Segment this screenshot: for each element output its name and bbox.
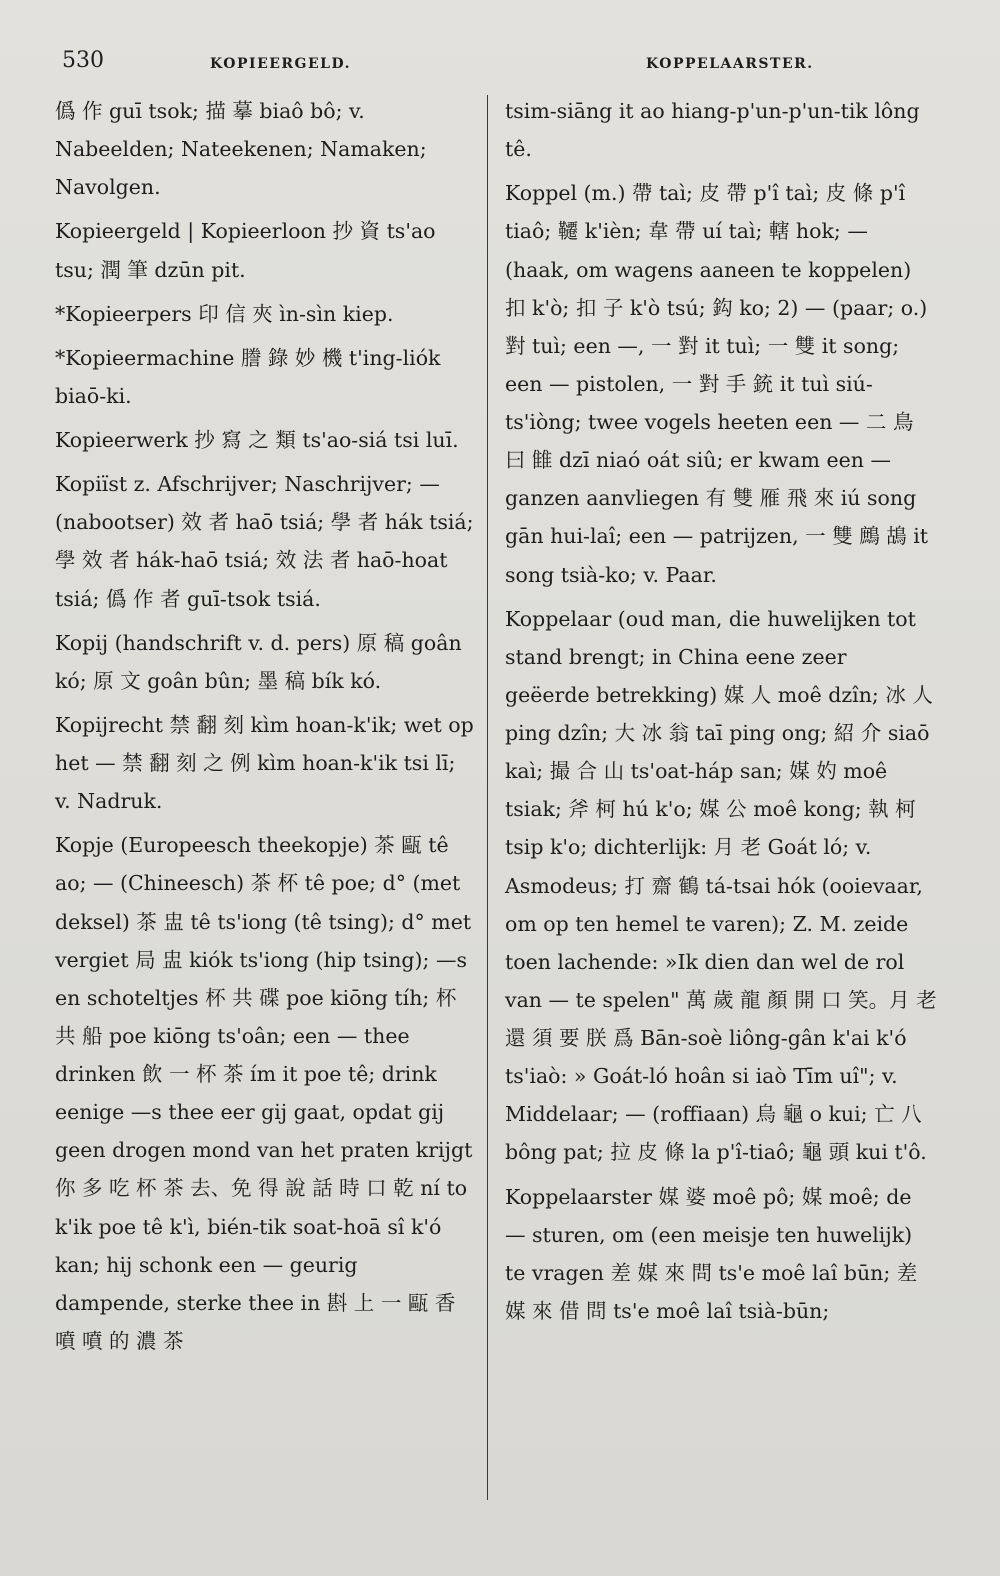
entry-kopijrecht: Kopijrecht 禁 翻 刻 kìm hoan-k'ik; wet op het — 禁 翻 刻 之 例 kìm hoan-k'ik tsi lī; v. Nadruk. [55,712,474,814]
right-column [505,92,937,1336]
entry-kopieerwerk: Kopieerwerk 抄 寫 之 類 ts'ao-siá tsi luī. [55,428,459,452]
running-head-right: KOPPELAARSTER. [646,56,814,72]
entry-koppelaarster: Koppelaarster 媒 婆 moê pô; 媒 moê; de — sturen, om (een meisje ten huwelijk) te vragen 差 媒 來 問 ts'e moê laî būn; 差 媒 來 借 問 ts'e moê laî tsià-būn; [505,1184,918,1323]
column-divider [487,95,488,1500]
entry-koppel: Koppel (m.) 帶 taì; 皮 帶 p'î taì; 皮 條 p'î tiaô; 韆 k'ièn; 韋 帶 uí taì; 轄 hok; — (haak, om wagens aaneen te koppelen) 扣 k'ò; 扣 子 k'ò tsú; 鈎 ko; 2) — (paar; o.) 對 tuì; een —, 一 對 it tuì; 一 雙 it song; een — pistolen, 一 對 手 銃 it tuì siú-ts'iòng; twee vogels heeten een — 二 鳥 曰 雔 dzī niaó oát siû; er kwam een — ganzen aanvliegen 有 雙 雁 飛 來 iú song gān hui-laî; een — patrijzen, 一 雙 鷓 鴣 it song tsià-ko; v. Paar. [505,181,929,587]
page-number: 530 [62,48,104,73]
entry-kopje: Kopje (Europeesch theekopje) 茶 甌 tê ao; — (Chineesch) 茶 杯 tê poe; d° (met deksel) 茶 盅 tê ts'iong (tê tsing); d° met vergiet 局 盅 kiók ts'iong (hip tsing); —s en schoteltjes 杯 共 碟 poe kiōng tíh; 杯 共 船 poe kiōng ts'oân; een — thee drinken 飲 一 杯 茶 ím it poe tê; drink eenige —s thee eer gij gaat, opdat gij geen drogen mond van het praten krijgt 你 多 吃 杯 茶 去、免 得 說 話 時 口 乾 ní to k'ik poe tê k'ì, bién-tik soat-hoā sî k'ó kan; hij schonk een — geurig dampende, sterke thee in 斟 上 一 甌 香 噴 噴 的 濃 茶 [55,833,473,1353]
entry-kopieermachine: *Kopieermachine 謄 錄 妙 機 t'ing-liók biaō-ki. [55,345,441,408]
entry-continuation: tsim-siāng it ao hiang-p'un-p'un-tik lông tê. [505,99,920,162]
entry-koppelaar: Koppelaar (oud man, die huwelijken tot stand brengt; in China eene zeer geëerde betrekking) 媒 人 moê dzîn; 冰 人 ping dzîn; 大 冰 翁 taī ping ong; 紹 介 siaō kaì; 撮 合 山 ts'oat-háp san; 媒 妁 moê tsiak; 斧 柯 hú k'o; 媒 公 moê kong; 執 柯 tsip k'o; dichterlijk: 月 老 Goát ló; v. Asmodeus; 打 齋 鶴 tá-tsai hók (ooievaar, om op ten hemel te varen); Z. M. zeide toen lachende: »Ik dien dan wel de rol van — te spelen" 萬 歲 龍 顏 開 口 笑。月 老 還 須 要 朕 爲 Bān-soè liông-gân k'ai k'ó ts'iaò: » Goát-ló hoân si iaò Tīm uî"; v. Middelaar; — (roffiaan) 烏 龜 o kui; 亡 八 bông pat; 拉 皮 條 la p'î-tiaô; 龜 頭 kui t'ô. [505,606,937,1165]
entry-text: 僞 作 guī tsok; 描 摹 biaô bô; v. Nabeelden; Nateekenen; Namaken; Navolgen. [55,99,427,200]
running-head-left: KOPIEERGELD. [210,56,352,72]
entry-kopij: Kopij (handschrift v. d. pers) 原 稿 goân kó; 原 文 goân bûn; 墨 稿 bík kó. [55,630,462,693]
left-column [55,92,475,1366]
entry-kopieergeld: Kopieergeld | Kopieerloon 抄 資 ts'ao tsu; 潤 筆 dzūn pit. [55,219,436,282]
entry-kopiist: Kopiïst z. Afschrijver; Naschrijver; — (nabootser) 效 者 haō tsiá; 學 者 hák tsiá; 學 效 者 hák-haō tsiá; 效 法 者 haō-hoat tsiá; 僞 作 者 guī-tsok tsiá. [55,472,474,611]
entry-kopieerpers: *Kopieerpers 印 信 夾 ìn-sìn kiep. [55,301,394,326]
